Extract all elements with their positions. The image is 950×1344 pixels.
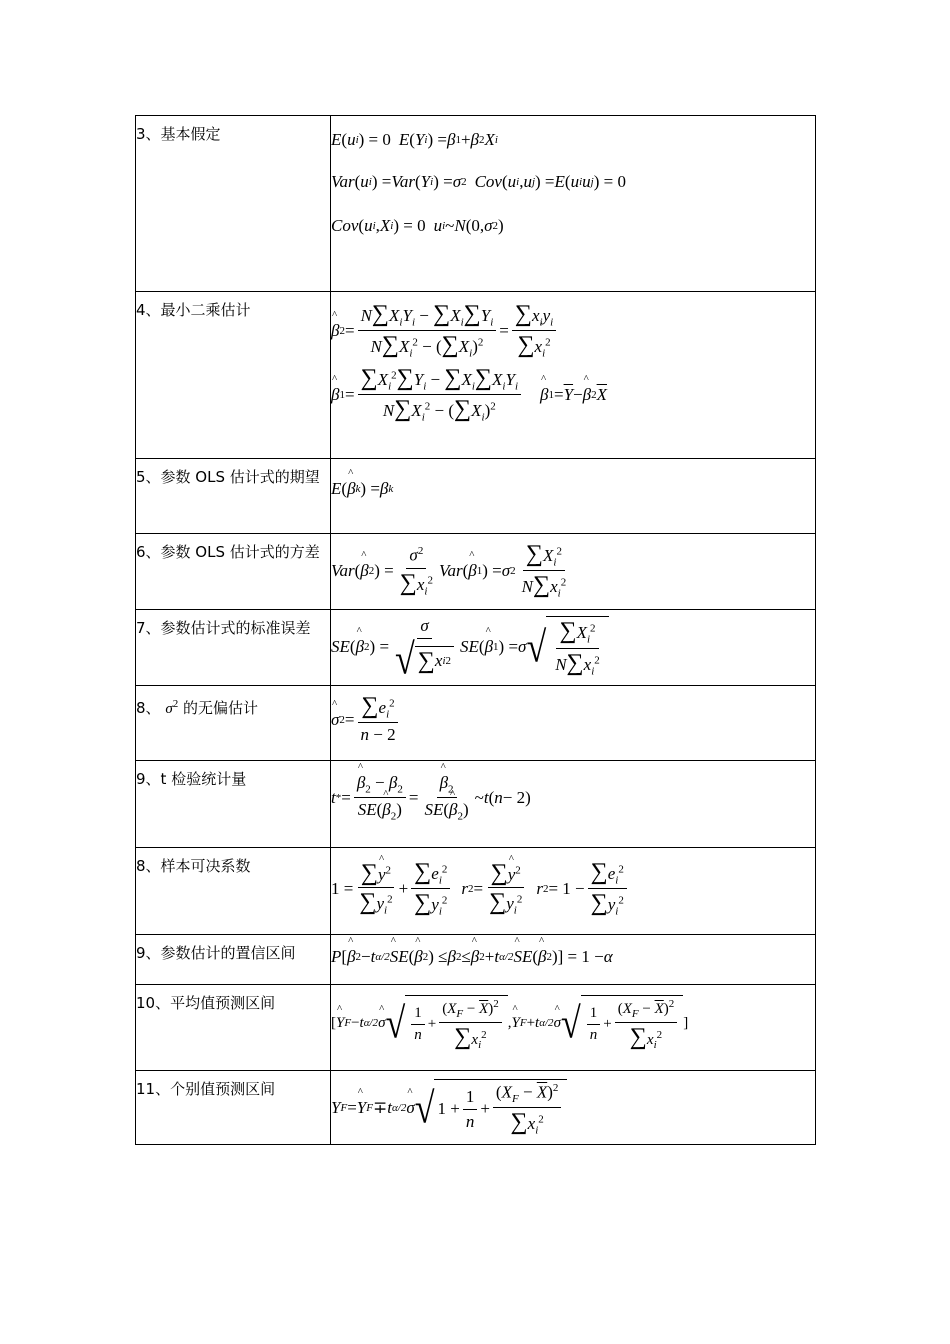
- table-row: [136, 534, 816, 610]
- formula-line: ^ σ 2 = $\frac{\sum e_i^2}{n - 2}$: [331, 694, 815, 745]
- formula-line: E ( u i ) = 0 E ( Y i ) = β 1 + β 2 X i: [331, 130, 498, 149]
- formula-line: Var ( u i ) = Var ( Y i ) = σ 2 Cov ( u i , u j ) = E ( u i u j ) = 0: [331, 172, 626, 191]
- table-row: [136, 1071, 816, 1145]
- formula-cell: [331, 459, 816, 534]
- row-label: 4、最小二乘估计: [136, 292, 331, 459]
- table-row: [136, 686, 816, 761]
- table-row: [136, 848, 816, 935]
- formula-cell: [331, 761, 816, 848]
- formula-cell: [331, 534, 816, 610]
- formula-line: ^ β 1 = $\frac{\sum X_i^2\sum Y_i - \sum X_i\sum X_iY_i}{N\sum X_i^2 - (\sum X_i)^2}$ ^ β 1 = $\overline{Y}$ − ^ β 2 $\overline{X}$: [331, 366, 815, 424]
- table-row: [136, 116, 816, 292]
- formula-line: ^ β 2 = $\frac{N\sum X_iY_i - \sum X_i\sum Y_i}{N\sum X_i^2 - (\sum X_i)^2}$ = $\frac{\sum x_iy_i}{\sum x_i^2}$: [331, 302, 815, 360]
- formula-cell: [331, 610, 816, 686]
- row-label: 9、t 检验统计量: [136, 761, 331, 848]
- table-row: [136, 610, 816, 686]
- formula-line: 1 = $\frac{\sum\^{} y^2}{\sum y_i^2}$ + $\frac{\sum e_i^2}{\sum y_i^2}$ r 2 = $\frac{\sum\^{} y^2}{\sum y_i^2}$ r 2 = 1 − $\frac{\sum e_i^2}{\sum y_i^2}$: [331, 860, 815, 918]
- row-label: 9、参数估计的置信区间: [136, 935, 331, 985]
- row-label: 10、平均值预测区间: [136, 985, 331, 1071]
- formula-line: Var ( ^ β 2 ) = $\frac{\sigma^2}{\sum x_i^2}$ Var ( ^ β 1 ) = σ 2 $\frac{\sum X_i^2}{N\sum x_i^2}$: [331, 542, 815, 600]
- formula-line: t * = ^ $\frac{\beta_2 - \beta_2}{SE(\^{} \beta_2)}$ = ^ $\frac{\beta_2}{SE(\^{} \beta_2)}$ ~ t ( n − 2): [331, 773, 815, 823]
- row-label: 8、样本可决系数: [136, 848, 331, 935]
- table-row: [136, 761, 816, 848]
- row-label: 3、基本假定: [136, 116, 331, 292]
- row-label: 7、参数估计式的标准误差: [136, 610, 331, 686]
- table-row: [136, 292, 816, 459]
- table-row: [136, 935, 816, 985]
- table-row: [136, 459, 816, 534]
- formula-line: Cov ( u i , X i ) = 0 u i ~ N (0, σ 2 ): [331, 216, 504, 235]
- formula-table: [135, 115, 816, 1145]
- table-row: [136, 985, 816, 1071]
- formula-cell: [331, 1071, 816, 1145]
- formula-cell: [331, 116, 816, 292]
- formula-cell: [331, 292, 816, 459]
- formula-line: E ( ^ β k ) = β k: [331, 479, 815, 499]
- formula-line: P [ ^ β 2 − t α/2 ^ SE ( ^ β 2 ) ≤ β 2 ≤ ^ β 2 + t α/2 ^ SE ( ^ β 2 )] = 1 − α: [331, 947, 815, 967]
- formula-cell: [331, 985, 816, 1071]
- formula-line: [ ^ Y F − t α/2 ^ σ √ $\frac{1}{n}$ + $\frac{(X_F - \overline{X})^2}{\sum x_i^2}$ , ^ Y F + t α/2 ^ σ √ $\frac{1}{n}$ + $\frac{(X_F - \overline{X})^2}{\sum x_i^2}$ ]: [331, 995, 815, 1051]
- row-label: 8、 $\sigma^2$ 的无偏估计: [136, 686, 331, 761]
- row-label: 6、参数 OLS 估计式的方差: [136, 534, 331, 610]
- formula-line: SE ( ^ β 2 ) = σ √ ∑ x i 2 SE ( ^ β 1 ) = σ √ $\frac{\sum X_i^2}{N\sum x_i^2}$: [331, 616, 815, 677]
- formula-cell: [331, 686, 816, 761]
- sigma-symbol: $\sigma^2$: [165, 698, 179, 717]
- row-label: 11、个别值预测区间: [136, 1071, 331, 1145]
- formula-cell: [331, 848, 816, 935]
- formula-line: Y F = ^ Y F ∓ t α/2 ^ σ √ 1 + $\frac{1}{n}$ + $\frac{(X_F - \overline{X})^2}{\sum x_i^2}$: [331, 1079, 815, 1136]
- row-label: 5、参数 OLS 估计式的期望: [136, 459, 331, 534]
- formula-cell: [331, 935, 816, 985]
